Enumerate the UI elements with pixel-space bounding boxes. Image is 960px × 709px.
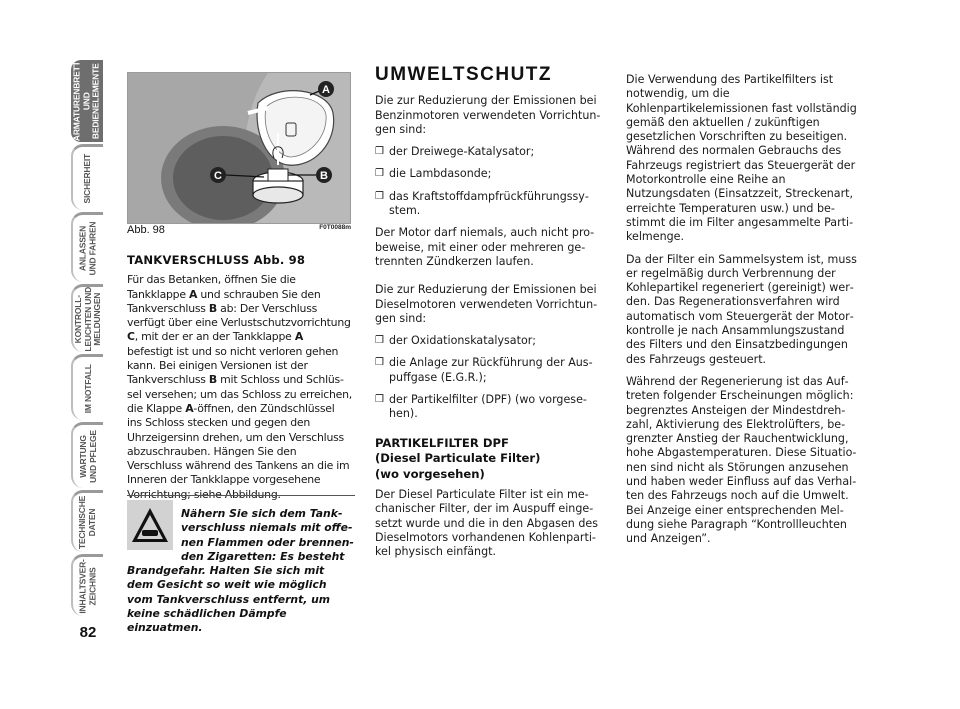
page-number: 82 xyxy=(79,624,97,641)
checkbox-bullet-icon: ❒ xyxy=(375,146,384,158)
dpf-paragraph-3: Während der Regenerierung ist das Auftreten folgender Erscheinungen möglich: begrenztes Ansteigen der Mindestdrehzahl, Aktivierung des Elektrolüfters, begrenzter Anstieg der Rauchentwicklung, hohe Abgastemperaturen. Diese Situationen sind nicht als Störungen anzusehen und haben weder Einfluss auf das Verhalten des Fahrzeugs noch auf die Umwelt. Bei Anzeige einer entsprechenden Meldung siehe Paragraph “Kontrollleuchten und Anzeigen”. xyxy=(626,374,857,546)
checkbox-bullet-icon: ❒ xyxy=(375,335,384,347)
dpf-continued xyxy=(626,73,858,555)
checkbox-bullet-icon: ❒ xyxy=(375,168,384,180)
tab-label: IM NOTFALL xyxy=(82,364,93,413)
list-item: ❒ der Dreiwege-Katalysator; xyxy=(375,145,535,159)
environment-heading: UMWELTSCHUTZ xyxy=(375,64,553,85)
tab-anlassen[interactable] xyxy=(71,212,103,282)
tab-label: INHALTSVER- ZEICHNIS xyxy=(77,559,97,614)
tab-technische-daten[interactable] xyxy=(71,490,103,552)
list-item: ❒ der Partikelfilter (DPF) (wo vorgesehen). xyxy=(375,393,587,421)
tab-wartung[interactable] xyxy=(71,422,103,488)
figure-caption-text: Abb. 98 xyxy=(127,224,165,236)
tab-label: WARTUNG UND PFLEGE xyxy=(77,430,97,483)
chapter-tabs xyxy=(71,60,103,615)
fuel-cap-paragraph: Für das Betanken, öffnen Sie die Tankklappe A und schrauben Sie den Tankverschluss B ab: Der Verschluss verfügt über eine Verlustschutzvorrichtung C, mit der er an der Tankklappe A befestigt ist und so nicht verloren gehen kann. Bei einigen Versionen ist der Tankverschluss B mit Schloss und Schlüssel versehen; um das Schloss zu erreichen, die Klappe A-öffnen, den Zündschlüssel ins Schloss stecken und gegen den Uhrzeigersinn drehen, um den Verschluss abzuschrauben. Hängen Sie den Verschluss während des Tankens an die im Inneren der Tankklappe vorgesehene xyxy=(127,273,352,487)
fuel-cap-drawing xyxy=(128,73,350,223)
tab-armaturenbrett[interactable] xyxy=(71,60,103,142)
fuel-cap-section xyxy=(127,250,352,510)
environment-section xyxy=(375,64,607,568)
list-item: ❒ die Anlage zur Rückführung der Auspuffgase (E.G.R.); xyxy=(375,356,593,384)
dpf-paragraph-2: Da der Filter ein Sammelsystem ist, muss er regelmäßig durch Verbrennung der Kohlepartikel regeneriert (gereinigt) werden. Das Regenerationsverfahren wird automatisch vom Steuergerät der Motorkontrolle je nach Ansammlungszustand des Filters und den Einsatzbedingungen des Fahrzeugs gesteuert. xyxy=(626,252,857,366)
tab-label: ARMATURENBRETT UND BEDIENELEMENTE xyxy=(71,61,101,141)
tab-im-notfall[interactable] xyxy=(71,354,103,420)
dpf-description: Der Diesel Particulate Filter ist ein mechanischer Filter, der im Auspuff eingesetzt wurde und die in den Abgasen des Dieselmotors vorhandenen Kohlenpartikel physisch einfängt. xyxy=(375,488,598,559)
tab-sicherheit[interactable] xyxy=(71,144,103,210)
list-item: ❒ die Lambdasonde; xyxy=(375,167,492,181)
tab-label: SICHERHEIT xyxy=(82,153,93,204)
callout-b-label: B xyxy=(320,170,328,182)
checkbox-bullet-icon: ❒ xyxy=(375,394,384,406)
section-divider xyxy=(127,495,355,496)
tab-kontrollleuchten[interactable] xyxy=(71,284,103,352)
checkbox-bullet-icon: ❒ xyxy=(375,357,384,369)
list-item: ❒ der Oxidationskatalysator; xyxy=(375,334,537,348)
fuel-cap-heading: TANKVERSCHLUSS Abb. 98 xyxy=(127,253,306,267)
tab-label: TECHNISCHE DATEN xyxy=(77,495,98,550)
tab-label: KONTROLL- LEUCHTEN UND MELDUNGEN xyxy=(72,287,102,352)
engine-note: Der Motor darf niemals, auch nicht probeweise, mit einer oder mehreren getrennten Zündkerzen laufen. xyxy=(375,226,595,268)
fire-hazard-warning xyxy=(127,507,354,636)
checkbox-bullet-icon: ❒ xyxy=(375,190,384,202)
dpf-heading: PARTIKELFILTER DPF (Diesel Particulate Filter) (wo vorgesehen) xyxy=(375,435,541,481)
warning-lead: Nähern Sie sich dem Tankverschluss niemals mit offenen Flammen oder brennenden Zigaretten: Es besteht xyxy=(181,507,354,563)
diesel-intro: Die zur Reduzierung der Emissionen bei Dieselmotoren verwendeten Vorrichtungen sind: xyxy=(375,283,598,325)
petrol-intro: Die zur Reduzierung der Emissionen bei Benzinmotoren verwendeten Vorrichtungen sind: xyxy=(375,94,601,136)
warning-rest: Brandgefahr. Halten Sie sich mit dem Gesicht so weit wie möglich vom Tankverschluss entfernt, um keine schädlichen Dämpfe einzuatmen. xyxy=(127,564,331,635)
figure-caption xyxy=(127,224,351,236)
dpf-paragraph-1: Die Verwendung des Partikelfilters ist notwendig, um die Kohlenpartikelemissionen fast vollständig gemäß den aktuellen / zukünftigen gesetzlichen Vorschriften zu beseitigen. Während des normalen Gebrauchs des Fahrzeugs registriert das Steuergerät der Motorkontrolle eine Reihe an Nutzungsdaten (Einsatzzeit, Streckenart, erreichte Temperaturen usw.) und bestimmt die im Filter angesammelte Partikelmenge. xyxy=(626,73,857,244)
list-item: ❒ das Kraftstoffdampfrückführungssystem. xyxy=(375,189,589,218)
tab-label: ANLASSEN UND FAHREN xyxy=(77,221,98,276)
callout-a-label: A xyxy=(322,84,330,96)
tab-inhaltsverzeichnis[interactable] xyxy=(71,554,103,616)
callout-c-label: C xyxy=(214,170,222,182)
figure-code: F0T0088m xyxy=(319,224,351,231)
fuel-cap-illustration xyxy=(127,72,351,224)
